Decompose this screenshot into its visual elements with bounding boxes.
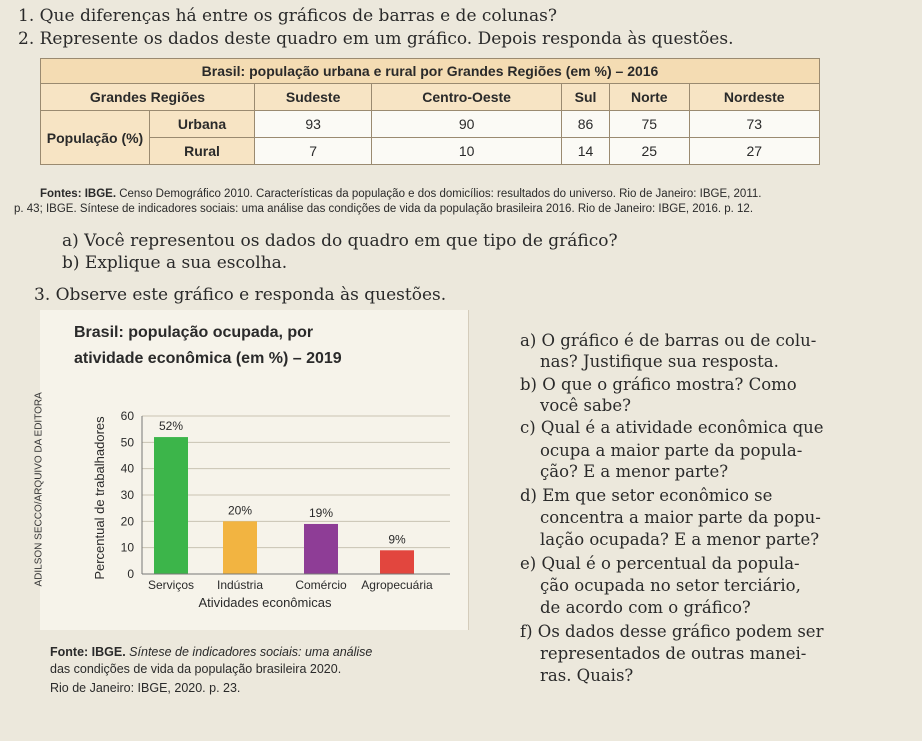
bar-value-label: 20% [227,503,253,518]
table-cell: 86 [561,111,609,138]
table-cell: 10 [372,138,562,165]
x-axis-label: Atividades econômicas [198,595,332,610]
bar-indústria [223,521,257,574]
row-group-label: População (%) [41,111,150,165]
question-2a: a) Você representou os dados do quadro em que tipo de gráfico? [62,231,618,251]
chart-source-bold: Fonte: IBGE. [50,645,126,659]
region-header: Nordeste [689,84,819,111]
y-axis-label: Percentual de trabalhadores [92,416,107,580]
x-tick-label: Agropecuária [361,578,433,592]
y-tick-label: 50 [120,435,134,450]
region-header: Sudeste [255,84,372,111]
bar-value-label: 52% [158,419,184,434]
question-3c-line2: ocupa a maior parte da popula- [540,441,803,460]
table-cell: 7 [255,138,372,165]
x-tick-label: Indústria [216,578,264,592]
question-3a-line2: nas? Justifique sua resposta. [540,352,779,371]
question-2b: b) Explique a sua escolha. [62,253,288,273]
chart-title-line1: Brasil: população ocupada, por [74,324,314,341]
chart-title-line2: atividade econômica (em %) – 2019 [74,350,342,367]
region-header: Norte [610,84,689,111]
question-3: 3. Observe este gráfico e responda às questões. [34,285,447,305]
table-title: Brasil: população urbana e rural por Grandes Regiões (em %) – 2016 [41,59,820,84]
row-label-rural: Rural [150,138,255,165]
question-3d-line1: d) Em que setor econômico se [520,486,773,505]
y-tick-label: 60 [120,409,134,423]
chart-source-line3: Rio de Janeiro: IBGE, 2020. p. 23. [50,681,241,695]
x-tick-label: Comércio [295,578,347,592]
y-tick-label: 20 [120,514,134,529]
bar-value-label: 19% [308,505,334,520]
table-cell: 73 [689,111,819,138]
photo-credit: ADILSON SECCO/ARQUIVO DA EDITORA [33,392,45,587]
question-3f-line3: ras. Quais? [540,666,634,685]
question-3a-line1: a) O gráfico é de barras ou de colu- [520,331,817,350]
table-corner: Grandes Regiões [41,84,255,111]
table-source-bold: Fontes: IBGE. [40,188,117,200]
chart-source-title: Síntese de indicadores sociais: uma análise [125,645,373,659]
bar-chart [40,310,468,615]
y-tick-label: 0 [127,567,134,581]
question-3c-line3: ção? E a menor parte? [540,462,729,481]
question-3d-line3: lação ocupada? E a menor parte? [540,530,820,549]
chart-source-line2: das condições de vida da população brasileira 2020. [50,662,342,676]
region-header: Sul [561,84,609,111]
x-tick-label: Serviços [147,578,195,592]
question-2: 2. Represente os dados deste quadro em um gráfico. Depois responda às questões. [18,29,734,49]
question-3c-line1: c) Qual é a atividade econômica que [520,418,824,437]
chart-source-line1 [50,645,372,659]
question-3e-line2: ção ocupada no setor terciário, [540,576,801,595]
y-tick-label: 30 [120,488,134,502]
table-cell: 93 [255,111,372,138]
table-cell: 27 [689,138,819,165]
table-source-line1 [40,188,761,200]
region-header: Centro-Oeste [372,84,562,111]
bar-serviços [154,437,188,574]
population-table [40,58,820,165]
table-cell: 75 [610,111,689,138]
question-3f-line2: representados de outras manei- [540,644,807,663]
question-1: 1. Que diferenças há entre os gráficos de barras e de colunas? [18,6,557,26]
question-3f-line1: f) Os dados desse gráfico podem ser [520,622,824,641]
table-source-line2: p. 43; IBGE. Síntese de indicadores sociais: uma análise das condições de vida da população brasileira 2016. Rio de Janeiro: IBGE, 2016. p. 12. [14,203,754,215]
row-label-urbana: Urbana [150,111,255,138]
question-3b-line1: b) O que o gráfico mostra? Como [520,375,797,394]
y-tick-label: 10 [120,540,134,555]
table-cell: 25 [610,138,689,165]
bar-comércio [304,524,338,574]
question-3b-line2: você sabe? [540,396,631,415]
table-cell: 14 [561,138,609,165]
bar-agropecuária [380,550,414,574]
question-3d-line2: concentra a maior parte da popu- [540,508,821,527]
table-cell: 90 [372,111,562,138]
y-tick-label: 40 [120,461,134,476]
table-source-text: Censo Demográfico 2010. Características da população e dos domicílios: resultados do universo. Rio de Janeiro: IBGE, 2011. [116,188,762,200]
bar-value-label: 9% [388,532,406,547]
question-3e-line1: e) Qual é o percentual da popula- [520,554,800,573]
question-3e-line3: de acordo com o gráfico? [540,598,751,617]
